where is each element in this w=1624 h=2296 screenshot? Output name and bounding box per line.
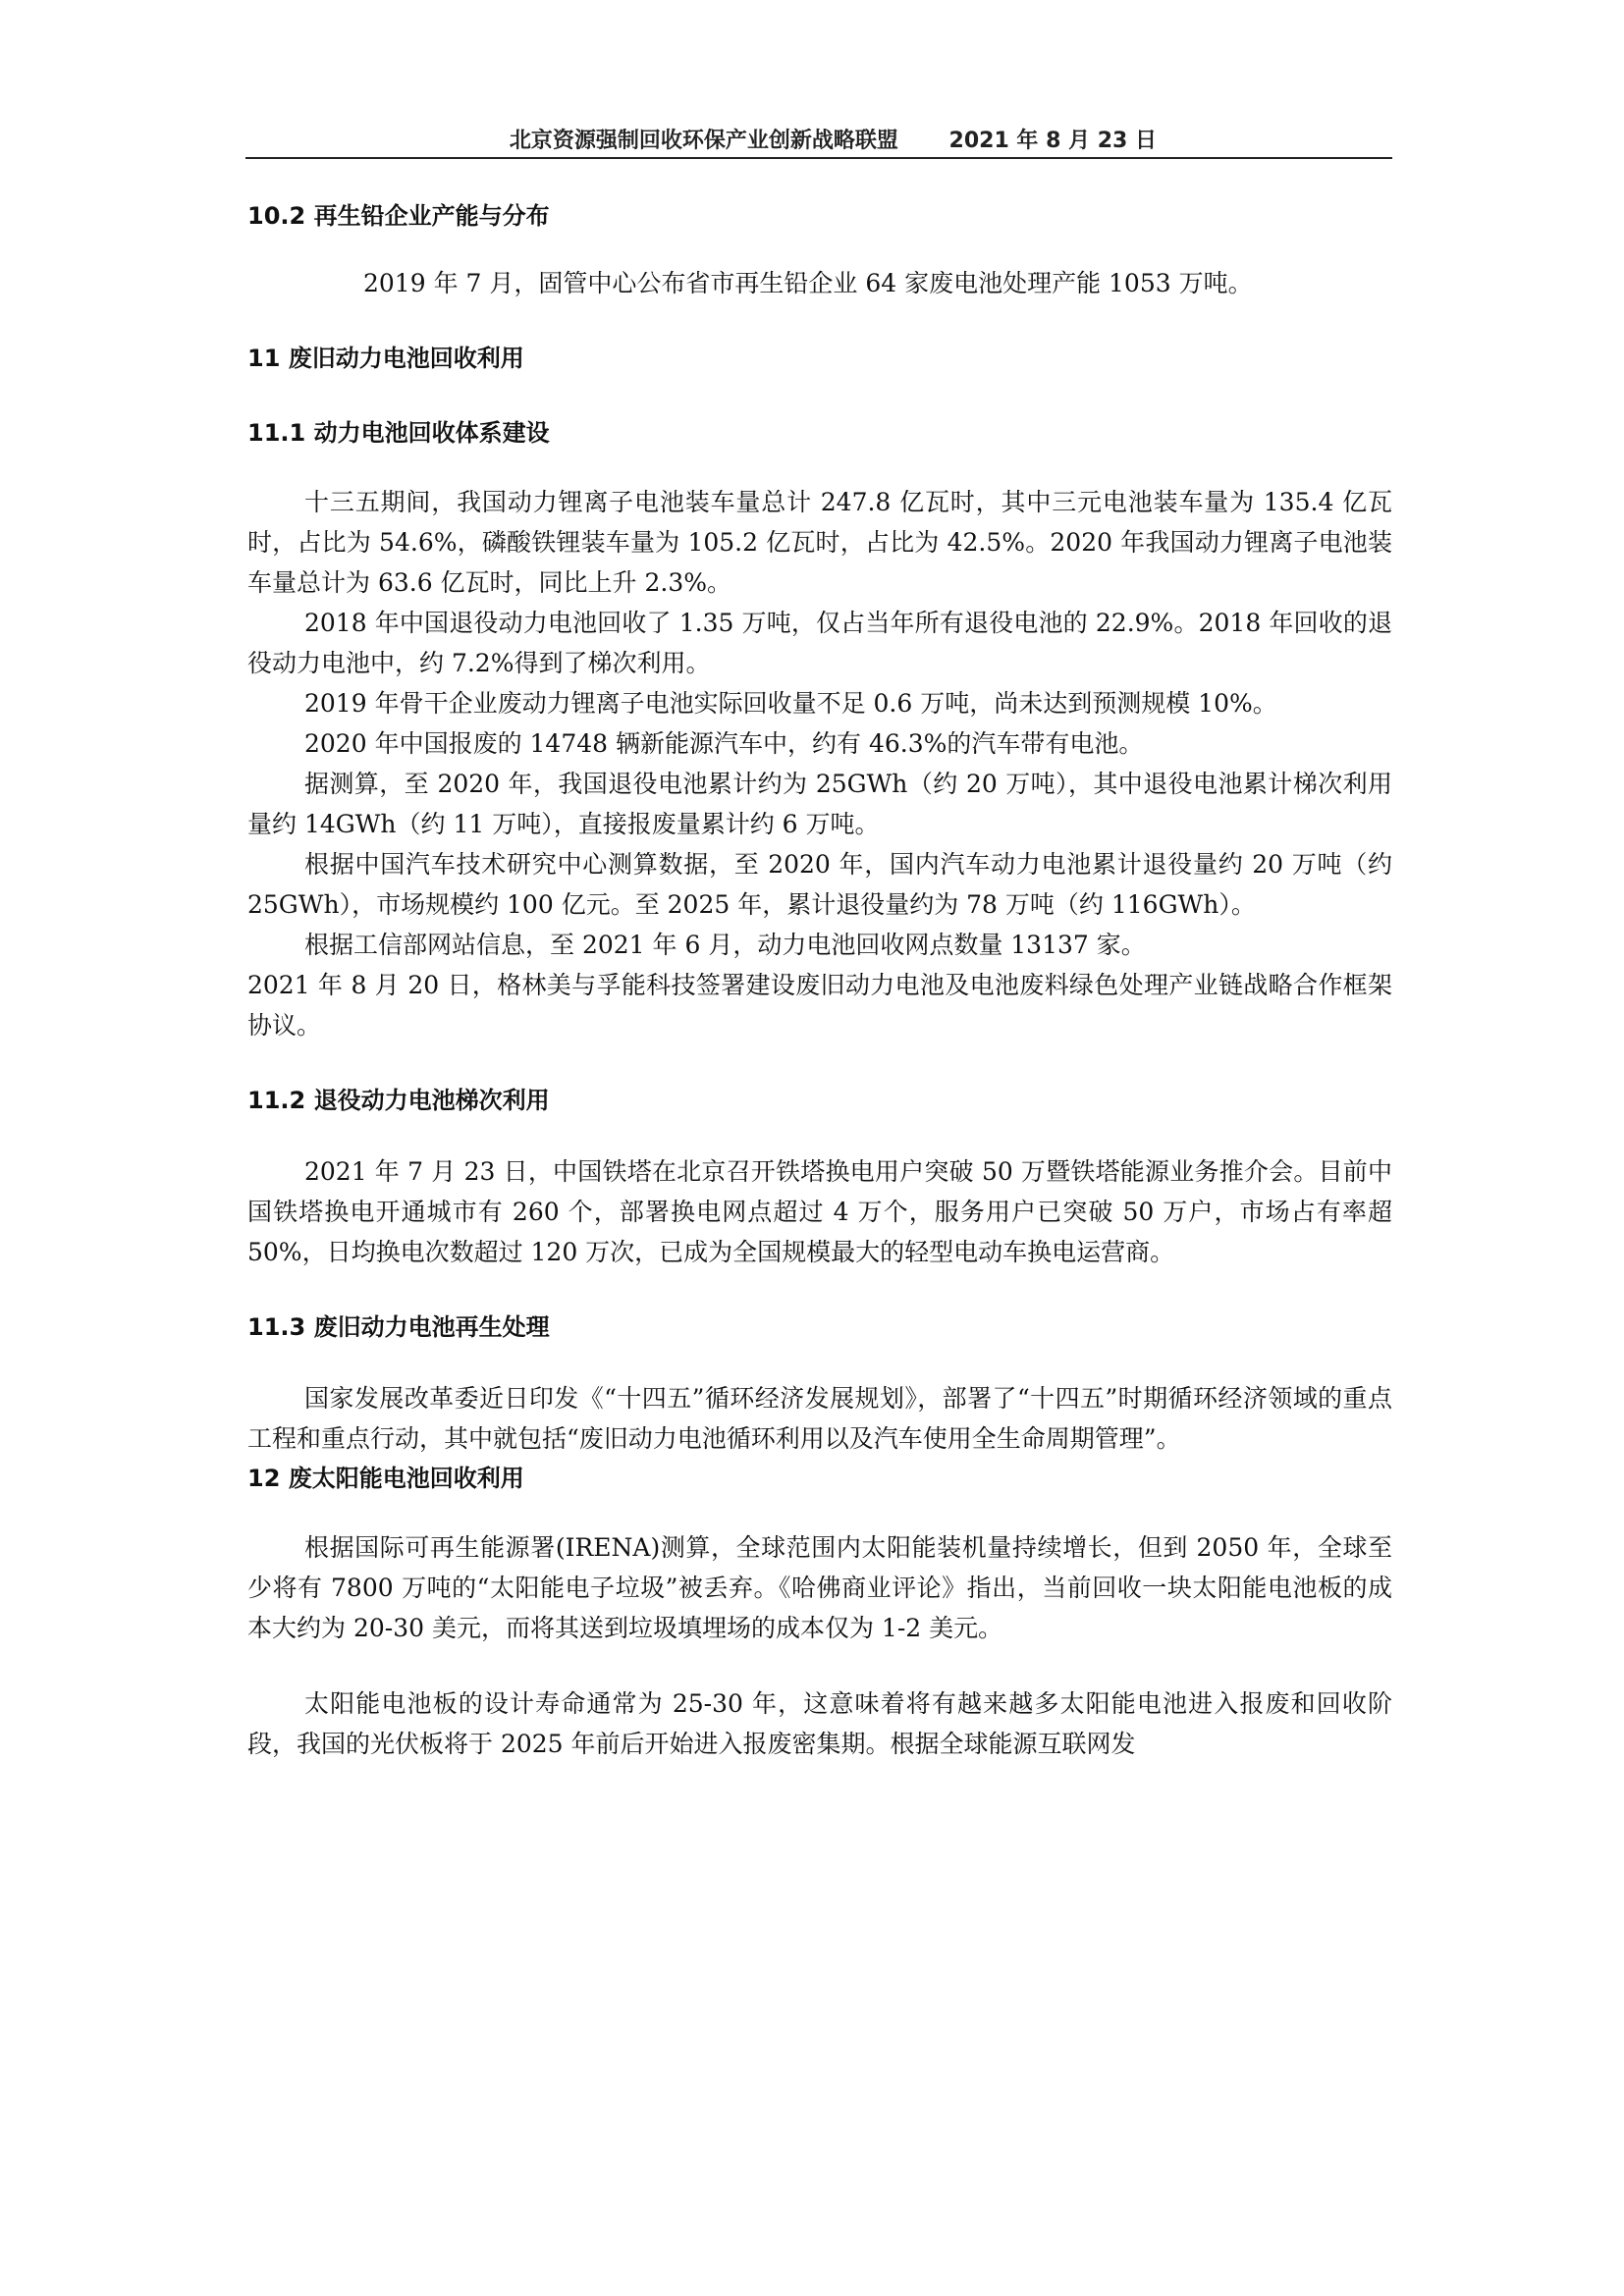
section-11-1-paragraph-6: 根据中国汽车技术研究中心测算数据，至 2020 年，国内汽车动力电池累计退役量约 20 万吨（约 25GWh），市场规模约 100 亿元。至 2025 年，累计退役量约为 78 万吨（约 116GWh）。	[247, 850, 1392, 919]
section-11-2-heading: 11.2 退役动力电池梯次利用	[247, 1087, 550, 1114]
page-header	[245, 120, 1392, 159]
header-organization: 北京资源强制回收环保产业创新战略联盟	[509, 129, 898, 153]
section-11-1-paragraph-5: 据测算，至 2020 年，我国退役电池累计约为 25GWh（约 20 万吨），其中退役电池累计梯次利用量约 14GWh（约 11 万吨），直接报废量累计约 6 万吨。	[247, 770, 1392, 838]
section-11-1-paragraph-3: 2019 年骨干企业废动力锂离子电池实际回收量不足 0.6 万吨，尚未达到预测规模 10%。	[304, 689, 1277, 718]
header-date: 2021 年 8 月 23 日	[948, 129, 1157, 153]
section-11-1-paragraph-7: 根据工信部网站信息，至 2021 年 6 月，动力电池回收网点数量 13137 家。	[304, 931, 1146, 959]
section-12-heading: 12 废太阳能电池回收利用	[247, 1465, 524, 1492]
section-10-2-paragraph: 2019 年 7 月，固管中心公布省市再生铅企业 64 家废电池处理产能 1053 万吨。	[363, 269, 1253, 297]
section-11-heading: 11 废旧动力电池回收利用	[247, 345, 524, 372]
page-content	[247, 192, 1392, 1764]
section-11-1-paragraph-8: 2021 年 8 月 20 日，格林美与孚能科技签署建设废旧动力电池及电池废料绿色处理产业链战略合作框架协议。	[247, 971, 1392, 1040]
section-11-1-heading: 11.1 动力电池回收体系建设	[247, 419, 550, 447]
section-12-paragraph-1: 根据国际可再生能源署(IRENA)测算，全球范围内太阳能装机量持续增长，但到 2050 年，全球至少将有 7800 万吨的“太阳能电子垃圾”被丢弃。《哈佛商业评论》指出，当前回收一块太阳能电池板的成本大约为 20-30 美元，而将其送到垃圾填埋场的成本仅为 1-2 美元。	[247, 1533, 1392, 1642]
section-11-1-paragraph-2: 2018 年中国退役动力电池回收了 1.35 万吨，仅占当年所有退役电池的 22.9%。2018 年回收的退役动力电池中，约 7.2%得到了梯次利用。	[247, 609, 1392, 677]
section-11-3-paragraph: 国家发展改革委近日印发《“十四五”循环经济发展规划》，部署了“十四五”时期循环经济领域的重点工程和重点行动，其中就包括“废旧动力电池循环利用以及汽车使用全生命周期管理”。	[247, 1384, 1392, 1453]
section-10-2-heading: 10.2 再生铅企业产能与分布	[247, 202, 550, 230]
section-12-paragraph-2: 太阳能电池板的设计寿命通常为 25-30 年，这意味着将有越来越多太阳能电池进入报废和回收阶段，我国的光伏板将于 2025 年前后开始进入报废密集期。根据全球能源互联网发	[247, 1689, 1392, 1758]
section-11-1-paragraph-4: 2020 年中国报废的 14748 辆新能源汽车中，约有 46.3%的汽车带有电池。	[304, 729, 1144, 758]
section-11-1-paragraph-1: 十三五期间，我国动力锂离子电池装车量总计 247.8 亿瓦时，其中三元电池装车量为 135.4 亿瓦时，占比为 54.6%，磷酸铁锂装车量为 105.2 亿瓦时，占比为 42.5%。2020 年我国动力锂离子电池装车量总计为 63.6 亿瓦时，同比上升 2.3%。	[247, 488, 1392, 597]
section-11-2-paragraph: 2021 年 7 月 23 日，中国铁塔在北京召开铁塔换电用户突破 50 万暨铁塔能源业务推介会。目前中国铁塔换电开通城市有 260 个，部署换电网点超过 4 万个，服务用户已突破 50 万户，市场占有率超 50%，日均换电次数超过 120 万次，已成为全国规模最大的轻型电动车换电运营商。	[247, 1157, 1392, 1266]
section-11-3-heading: 11.3 废旧动力电池再生处理	[247, 1313, 550, 1341]
